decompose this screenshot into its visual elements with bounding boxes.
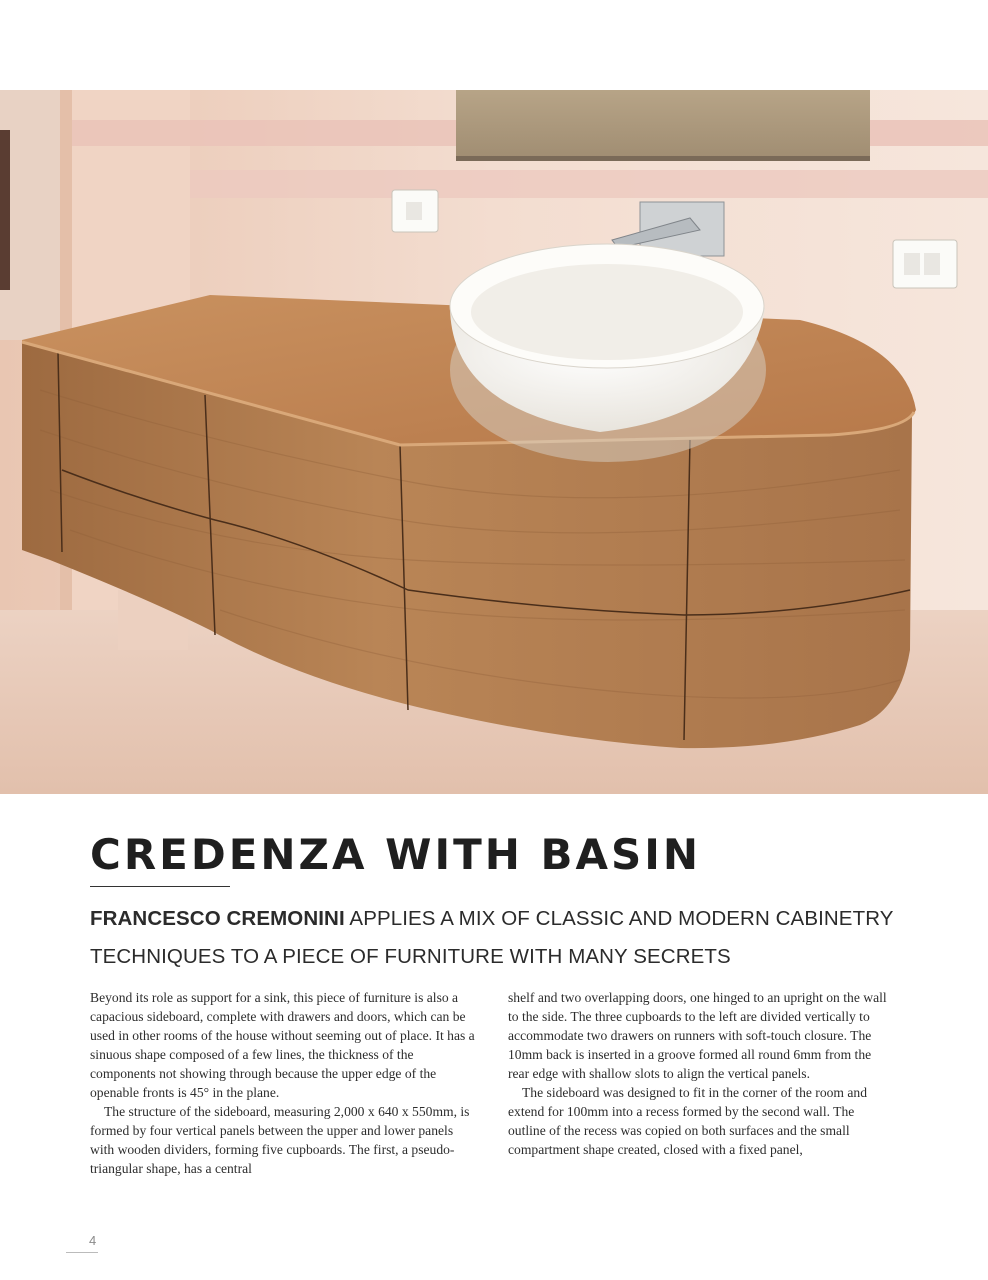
body-paragraph: Beyond its role as support for a sink, this piece of furniture is also a capacious sideboard, complete with drawers and doors, which can be used in other rooms of the house without seeming out of place. It has a sinuous shape composed of a few lines, the thickness of the components not showing through because the upper edge of the openable fronts is 45° in the plane. <box>90 990 475 1100</box>
body-column-left <box>90 988 476 1178</box>
body-column-right <box>508 988 894 1159</box>
article-subtitle <box>90 900 910 976</box>
article-title: CREDENZA WITH BASIN <box>90 830 702 879</box>
bathroom-illustration <box>0 90 988 794</box>
subtitle-text: APPLIES A MIX OF CLASSIC AND MODERN CABINETRY TECHNIQUES TO A PIECE OF FURNITURE WITH MANY SECRETS <box>90 907 894 968</box>
body-paragraph: shelf and two overlapping doors, one hinged to an upright on the wall to the side. The three cupboards to the left are divided vertically to accommodate two drawers on runners with soft-touch closure. The 10mm back is inserted in a groove formed all round 6mm from the rear edge with shallow slots to align the vertical panels. <box>508 990 887 1081</box>
author-name: FRANCESCO CREMONINI <box>90 907 345 930</box>
page-number: 4 <box>89 1233 97 1248</box>
hero-photo <box>0 90 988 794</box>
body-paragraph: The structure of the sideboard, measuring 2,000 x 640 x 550mm, is formed by four vertical panels between the upper and lower panels with wooden dividers, forming five cupboards. The first, a pseudo-triangular shape, has a central <box>90 1104 470 1176</box>
body-paragraph: The sideboard was designed to fit in the corner of the room and extend for 100mm into a recess formed by the second wall. The outline of the recess was copied on both surfaces and the small compartment shape created, closed with a fixed panel, <box>508 1085 868 1157</box>
title-underline <box>90 886 230 887</box>
page-number-rule <box>66 1252 98 1253</box>
